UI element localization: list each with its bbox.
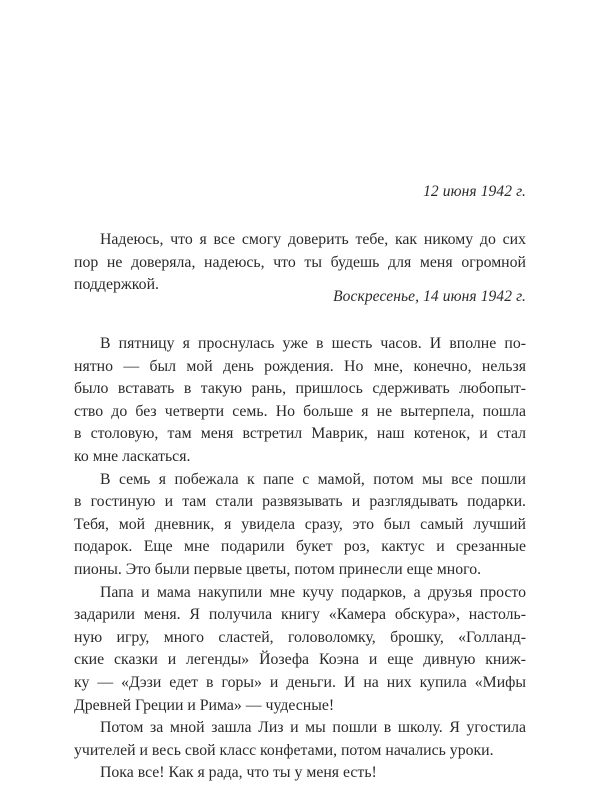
paragraph: [74, 762, 526, 785]
paragraph: [74, 717, 526, 762]
text-line: Надеюсь, что я все смогу доверить тебе, как никому до сих: [100, 231, 526, 248]
text-line: нятно — был мой день рождения. Но мне, конечно, нельзя: [74, 357, 526, 375]
text-line: Тебя, мой дневник, я увидела сразу, это был самый лучший: [74, 515, 526, 533]
text-line: ство до без четверти семь. Но больше я не вытерпела, пошла: [74, 402, 526, 420]
text-line: поддержкой.: [74, 276, 159, 294]
entry-date: 12 июня 1942 г.: [423, 183, 526, 200]
text-line: подарок. Еще мне подарили букет роз, кактус и срезанные: [74, 538, 526, 556]
text-line: Потом за мной зашла Лиз и мы пошли в школу. Я угостила: [100, 719, 526, 737]
text-line: задарили меня. Я получила книгу «Камера обскура», настоль-: [74, 606, 526, 624]
paragraph: [74, 469, 526, 582]
paragraph: [74, 333, 526, 469]
diary-entry-1: [74, 181, 526, 297]
text-line: В пятницу я проснулась уже в шесть часов. И вполне по-: [100, 335, 526, 352]
text-line: В семь я побежала к папе с мамой, потом мы все пошли: [100, 470, 526, 488]
entry-date: Воскресенье, 14 июня 1942 г.: [333, 288, 526, 305]
paragraph: [74, 582, 526, 718]
text-line: в столовую, там меня встретил Маврик, наш котенок, и стал: [74, 425, 526, 443]
text-line: ко мне ласкаться.: [74, 447, 191, 465]
text-line: было вставать в такую рань, пришлось сдерживать любопыт-: [74, 380, 526, 398]
text-line: Папа и мама накупили мне кучу подарков, а друзья просто: [100, 583, 526, 601]
text-line: ку — «Дэзи едет в горы» и деньги. И на них купила «Мифы: [74, 673, 526, 691]
text-line: Пока все! Как я рада, что ты у меня есть!: [100, 764, 377, 782]
text-line: пор не доверяла, надеюсь, что ты будешь для меня огромной: [74, 253, 526, 271]
text-line: в гостиную и там стали развязывать и разглядывать подарки.: [74, 493, 526, 511]
text-line: ную игру, много сластей, головоломку, брошку, «Голланд-: [74, 628, 526, 646]
text-line: пионы. Это были первые цветы, потом принесли еще много.: [74, 560, 482, 578]
text-line: Древней Греции и Рима» — чудесные!: [74, 696, 335, 714]
entry-body: [74, 333, 526, 785]
text-line: учителей и весь свой класс конфетами, потом начались уроки.: [74, 741, 494, 759]
text-line: ские сказки и легенды» Йозефа Коэна и еще дивную книж-: [74, 651, 526, 669]
diary-entry-2: [74, 286, 526, 785]
